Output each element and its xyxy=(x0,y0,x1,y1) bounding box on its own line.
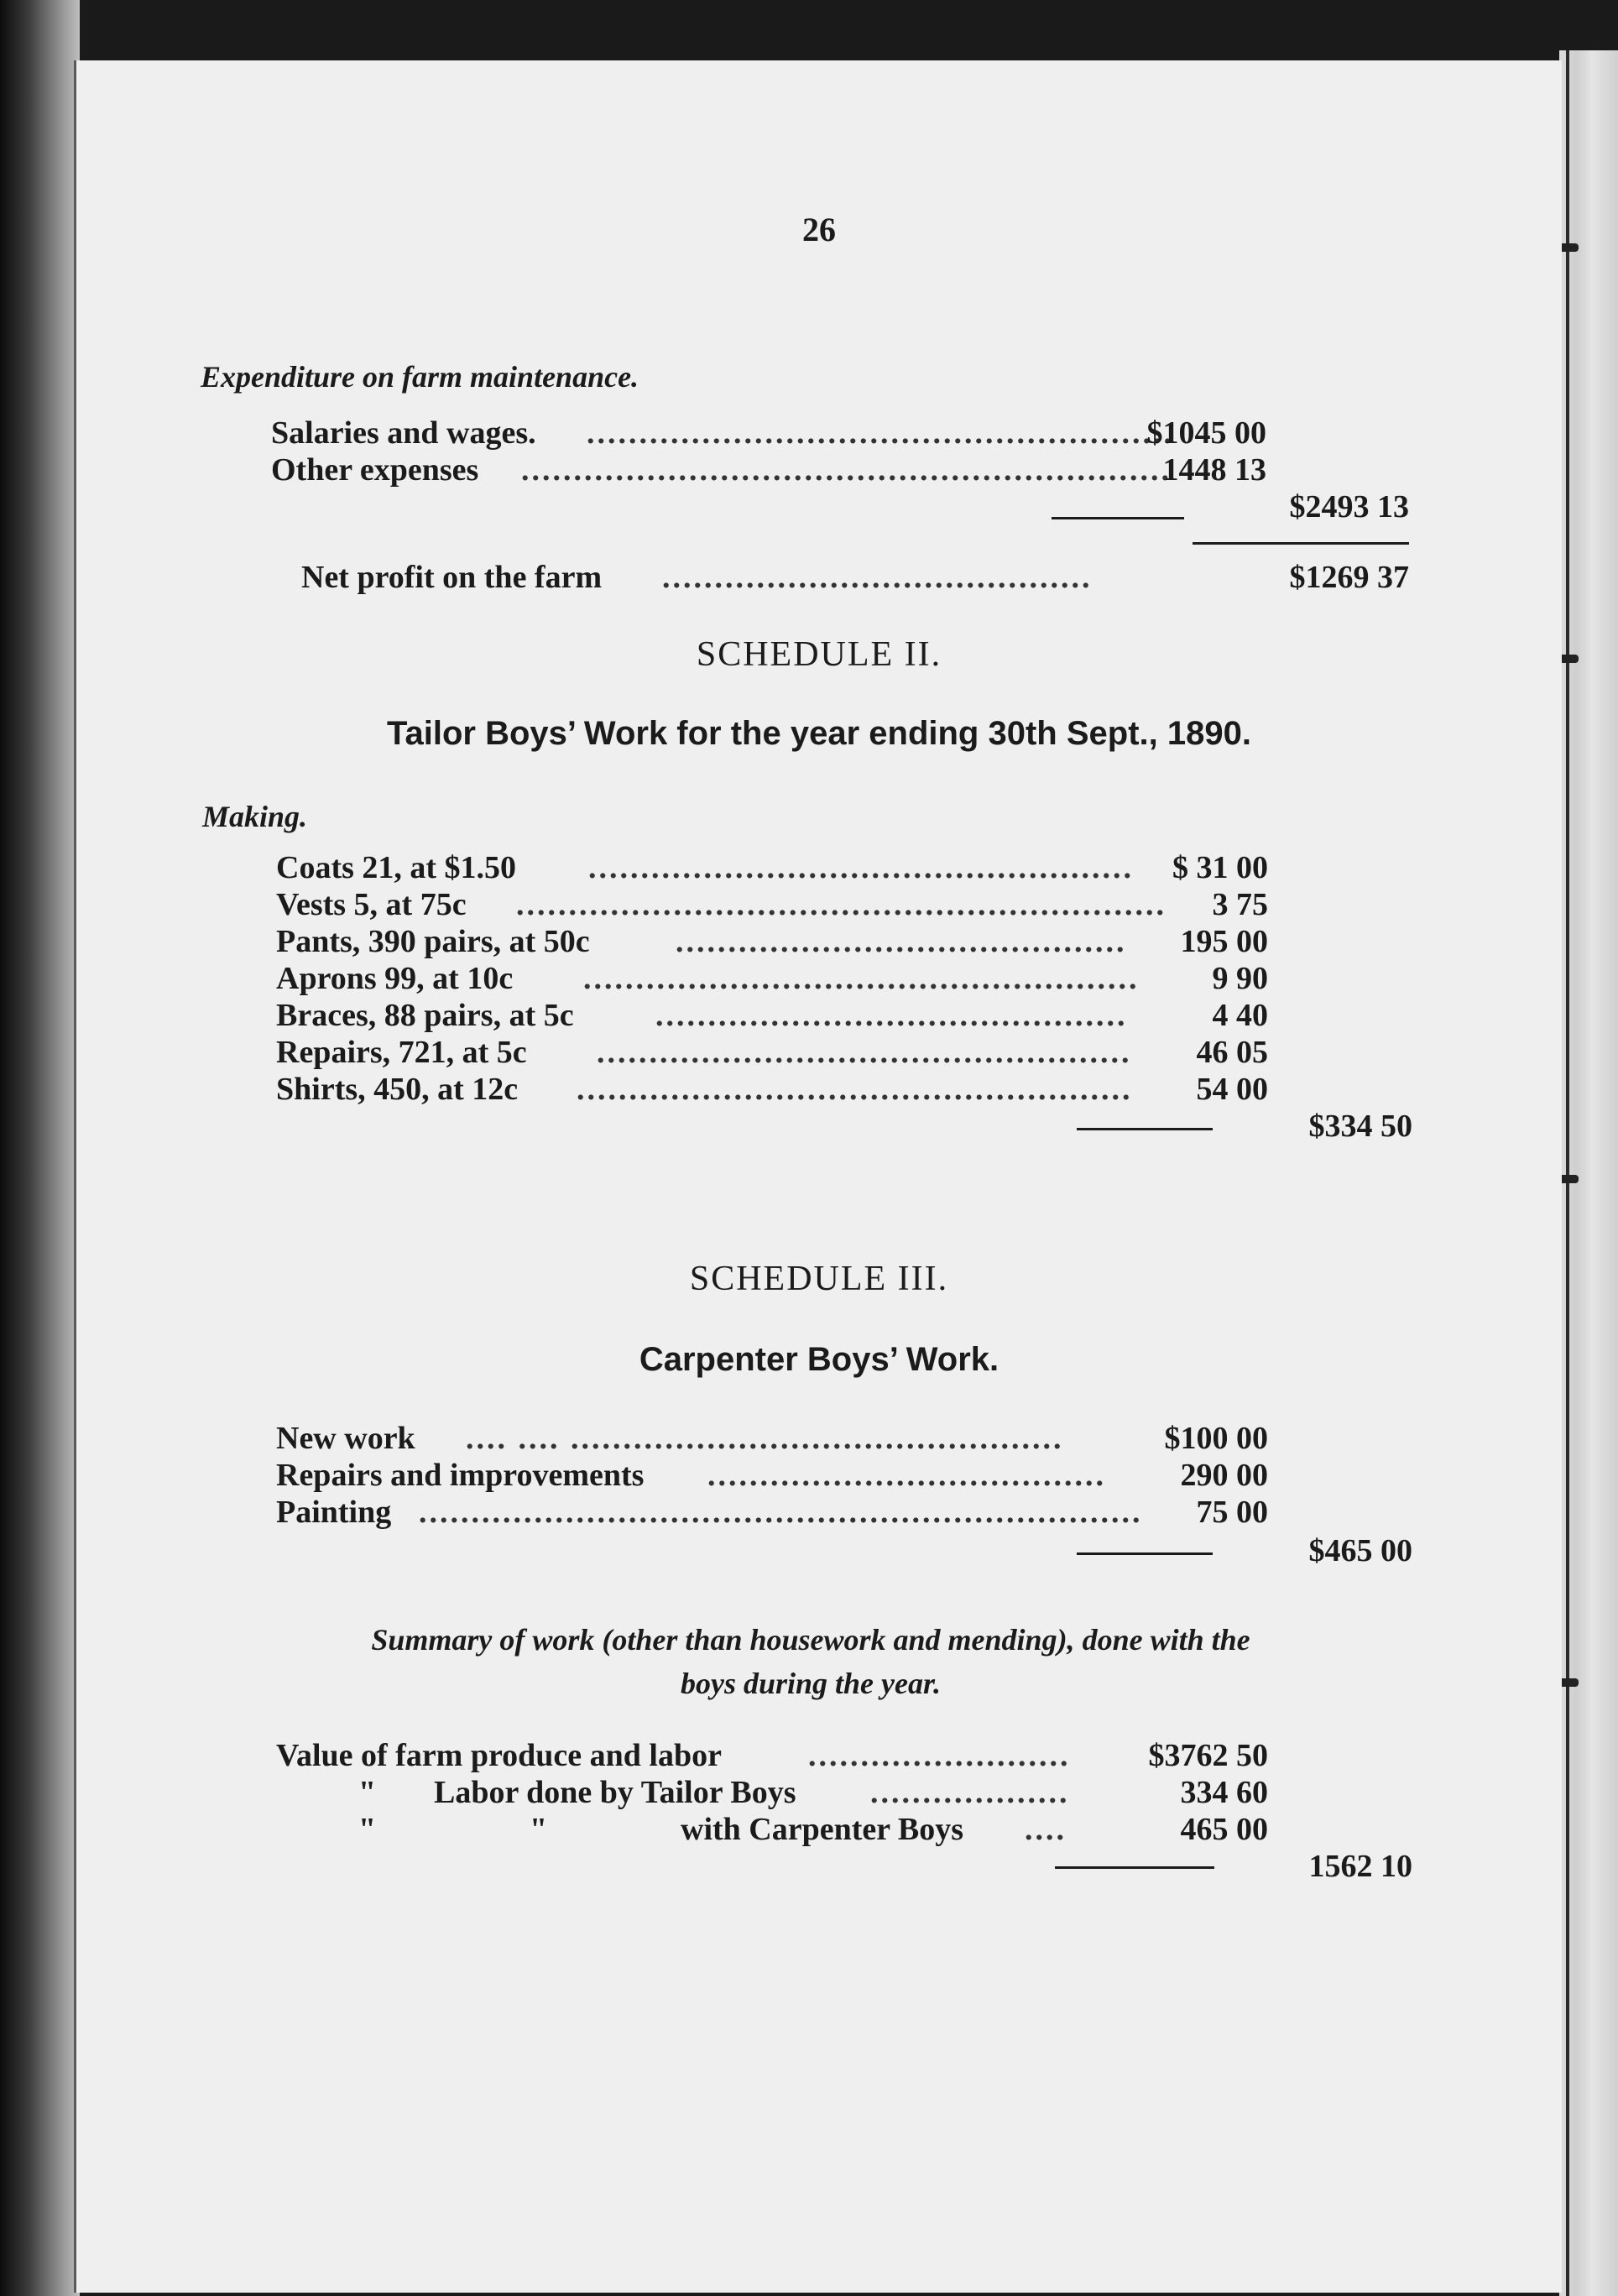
leader-dots: ........................................................ xyxy=(587,415,1174,451)
summary-item-amount: 334 60 xyxy=(1180,1775,1268,1810)
leader-dots: .................................................... xyxy=(588,850,1134,885)
tailor-item-label: Shirts, 450, at 12c xyxy=(276,1072,519,1107)
net-profit-label: Net profit on the farm xyxy=(301,560,603,595)
tailor-item-label: Repairs, 721, at 5c xyxy=(276,1035,527,1070)
carpenter-total: $465 00 xyxy=(1308,1533,1412,1568)
summary-heading-part: Summary of work xyxy=(371,1623,595,1657)
tailor-item-amount: 46 05 xyxy=(1196,1035,1268,1070)
underline-rule xyxy=(1193,542,1409,545)
page-number: 26 xyxy=(802,211,836,248)
tailor-item-amount: 9 90 xyxy=(1212,961,1268,996)
tailor-item-amount: 3 75 xyxy=(1212,887,1268,922)
leader-dots: .............................................................. xyxy=(516,887,1167,922)
book-binding-left xyxy=(0,0,80,2296)
carpenter-item-amount: 290 00 xyxy=(1180,1458,1268,1493)
farm-expenditure-heading: Expenditure on farm maintenance. xyxy=(201,360,639,394)
ditto-mark: " xyxy=(530,1812,548,1847)
summary-item-amount: 465 00 xyxy=(1180,1812,1268,1847)
tailor-item-amount: 195 00 xyxy=(1180,924,1268,959)
tailor-item-label: Vests 5, at 75c xyxy=(276,887,467,922)
ditto-mark: " xyxy=(358,1812,377,1847)
summary-item-label: Labor done by Tailor Boys xyxy=(434,1775,796,1810)
leader-dots: ................... xyxy=(870,1775,1070,1810)
leader-dots: ...................................... xyxy=(707,1458,1106,1493)
leader-dots: ................................................... xyxy=(597,1035,1132,1070)
spine-line xyxy=(1566,50,1569,2296)
schedule-iii-title: SCHEDULE III. xyxy=(689,1260,949,1298)
leader-dots: ........................................... xyxy=(676,924,1127,959)
total-rule xyxy=(1052,517,1184,519)
summary-heading xyxy=(202,1618,1419,1705)
carpenter-item-amount: 75 00 xyxy=(1196,1495,1268,1530)
leader-dots: ..................................................... xyxy=(577,1072,1133,1107)
summary-heading-part: done with the xyxy=(1082,1623,1250,1657)
tailor-item-label: Pants, 390 pairs, at 50c xyxy=(276,924,590,959)
carpenter-item-label: New work xyxy=(276,1421,415,1456)
leader-dots: ..................................................... xyxy=(583,961,1140,996)
schedule-ii-heading: Tailor Boys’ Work for the year ending 30th Sept., 1890. xyxy=(387,715,1251,752)
tailor-total: $334 50 xyxy=(1308,1109,1412,1144)
schedule-iii-heading: Carpenter Boys’ Work. xyxy=(639,1341,1000,1378)
ditto-mark: " xyxy=(358,1775,377,1810)
summary-heading-part: (other than housework and mending), xyxy=(602,1623,1075,1657)
total-rule xyxy=(1055,1866,1214,1869)
summary-total: 1562 10 xyxy=(1308,1849,1412,1884)
leader-dots: .... .... ............................................... xyxy=(466,1421,1064,1456)
leader-dots: .... xyxy=(1025,1812,1067,1847)
carpenter-item-label: Repairs and improvements xyxy=(276,1458,645,1493)
leader-dots: .............................................................. xyxy=(521,452,1172,488)
tailor-item-label: Aprons 99, at 10c xyxy=(276,961,514,996)
summary-item-label: with Carpenter Boys xyxy=(681,1812,964,1847)
farm-item-label: Salaries and wages. xyxy=(271,415,536,451)
tailor-item-label: Coats 21, at $1.50 xyxy=(276,850,517,885)
net-profit-amount: $1269 37 xyxy=(1289,560,1409,595)
leader-dots: ............................................. xyxy=(655,998,1128,1033)
farm-item-amount: $1045 00 xyxy=(1146,415,1266,451)
leader-dots: ......................................... xyxy=(662,560,1093,595)
farm-item-label: Other expenses xyxy=(271,452,479,488)
document-page xyxy=(74,60,1562,2293)
summary-item-amount: $3762 50 xyxy=(1148,1738,1268,1773)
summary-heading-line2: boys during the year. xyxy=(680,1667,942,1700)
tailor-item-amount: $ 31 00 xyxy=(1172,850,1268,885)
farm-total: $2493 13 xyxy=(1289,489,1409,524)
tailor-item-label: Braces, 88 pairs, at 5c xyxy=(276,998,574,1033)
farm-item-amount: 1448 13 xyxy=(1162,452,1266,488)
tailor-item-amount: 4 40 xyxy=(1212,998,1268,1033)
summary-item-label: Value of farm produce and labor xyxy=(276,1738,722,1773)
tailor-item-amount: 54 00 xyxy=(1196,1072,1268,1107)
carpenter-item-amount: $100 00 xyxy=(1164,1421,1268,1456)
making-subheading: Making. xyxy=(202,800,308,833)
carpenter-item-label: Painting xyxy=(276,1495,392,1530)
schedule-ii-title: SCHEDULE II. xyxy=(696,635,942,674)
leader-dots: ..................................................................... xyxy=(419,1495,1143,1530)
leader-dots: ......................... xyxy=(808,1738,1071,1773)
